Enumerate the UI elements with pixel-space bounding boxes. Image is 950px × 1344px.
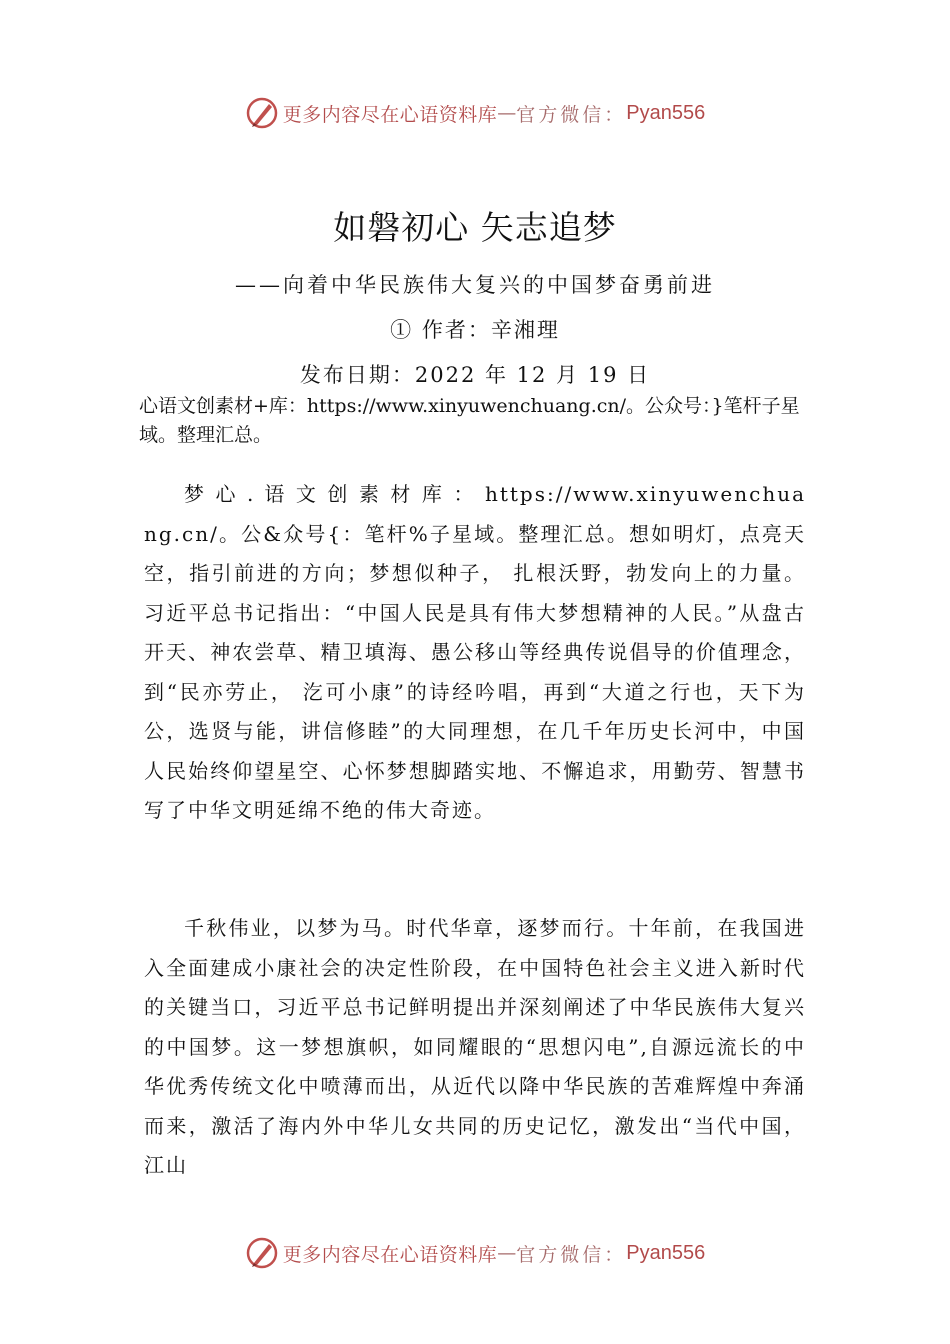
footer-banner <box>0 1233 950 1273</box>
banner-wechat-label: 官方微信： <box>516 1243 627 1266</box>
paragraph: 千秋伟业，以梦为马。时代华章，逐梦而行。十年前，在我国进入全面建成小康社会的决定性阶段，在中国特色社会主义进入新时代的关键当口，习近平总书记鲜明提出并深刻阐述了中华民族伟大复兴的中国梦。这一梦想旗帜，如同耀眼的“思想闪电”,自源远流长的中华优秀传统文化中喷薄而出，从近代以降中华民族的苦难辉煌中奔涌而来，激活了海内外中华儿女共同的历史记忆，激发出“当代中国，江山 <box>144 916 806 1177</box>
banner-dash: — <box>497 1242 517 1264</box>
banner-dash: — <box>497 102 517 124</box>
article-subtitle: ——向着中华民族伟大复兴的中国梦奋勇前进 <box>235 273 715 297</box>
banner-text: 更多内容尽在心语资料库 <box>282 103 498 126</box>
article-title: 如磐初心 矢志追梦 <box>333 208 617 247</box>
pen-logo-icon <box>245 96 279 130</box>
article-author: ① 作者：辛湘理 <box>390 318 560 342</box>
paragraph: 梦 心 . 语 文 创 素 材 库 ： https://www.xinyuwenchuang.cn/。公&众号{：笔杆%子星域。整理汇总。想如明灯，点亮天空，指引前进的方向；梦想似种子， 扎根沃野，勃发向上的力量。习近平总书记指出：“中国人民是具有伟大梦想精神的人民。”从盘古开天、神农尝草、精卫填海、愚公移山等经典传说倡导的价值理念，到“民亦劳止， 汔可小康”的诗经吟唱，再到“大道之行也，天下为公，选贤与能，讲信修睦”的大同理想，在几千年历史长河中，中国人民始终仰望星空、心怀梦想脚踏实地、不懈追求，用勤劳、智慧书写了中华文明延绵不绝的伟大奇迹。 <box>144 482 806 822</box>
banner-wechat-id: Pyan556 <box>626 101 706 124</box>
header-banner <box>0 93 950 133</box>
pen-logo-icon <box>245 1236 279 1270</box>
article-date: 发布日期：2022 年 12 月 19 日 <box>299 363 651 387</box>
banner-wechat-label: 官方微信： <box>516 103 627 126</box>
source-note: 心语文创素材+库：https://www.xinyuwenchuang.cn/。公众号：}笔杆子星域。整理汇总。 <box>139 395 800 446</box>
banner-wechat-id: Pyan556 <box>626 1241 706 1264</box>
banner-text: 更多内容尽在心语资料库 <box>282 1243 498 1266</box>
